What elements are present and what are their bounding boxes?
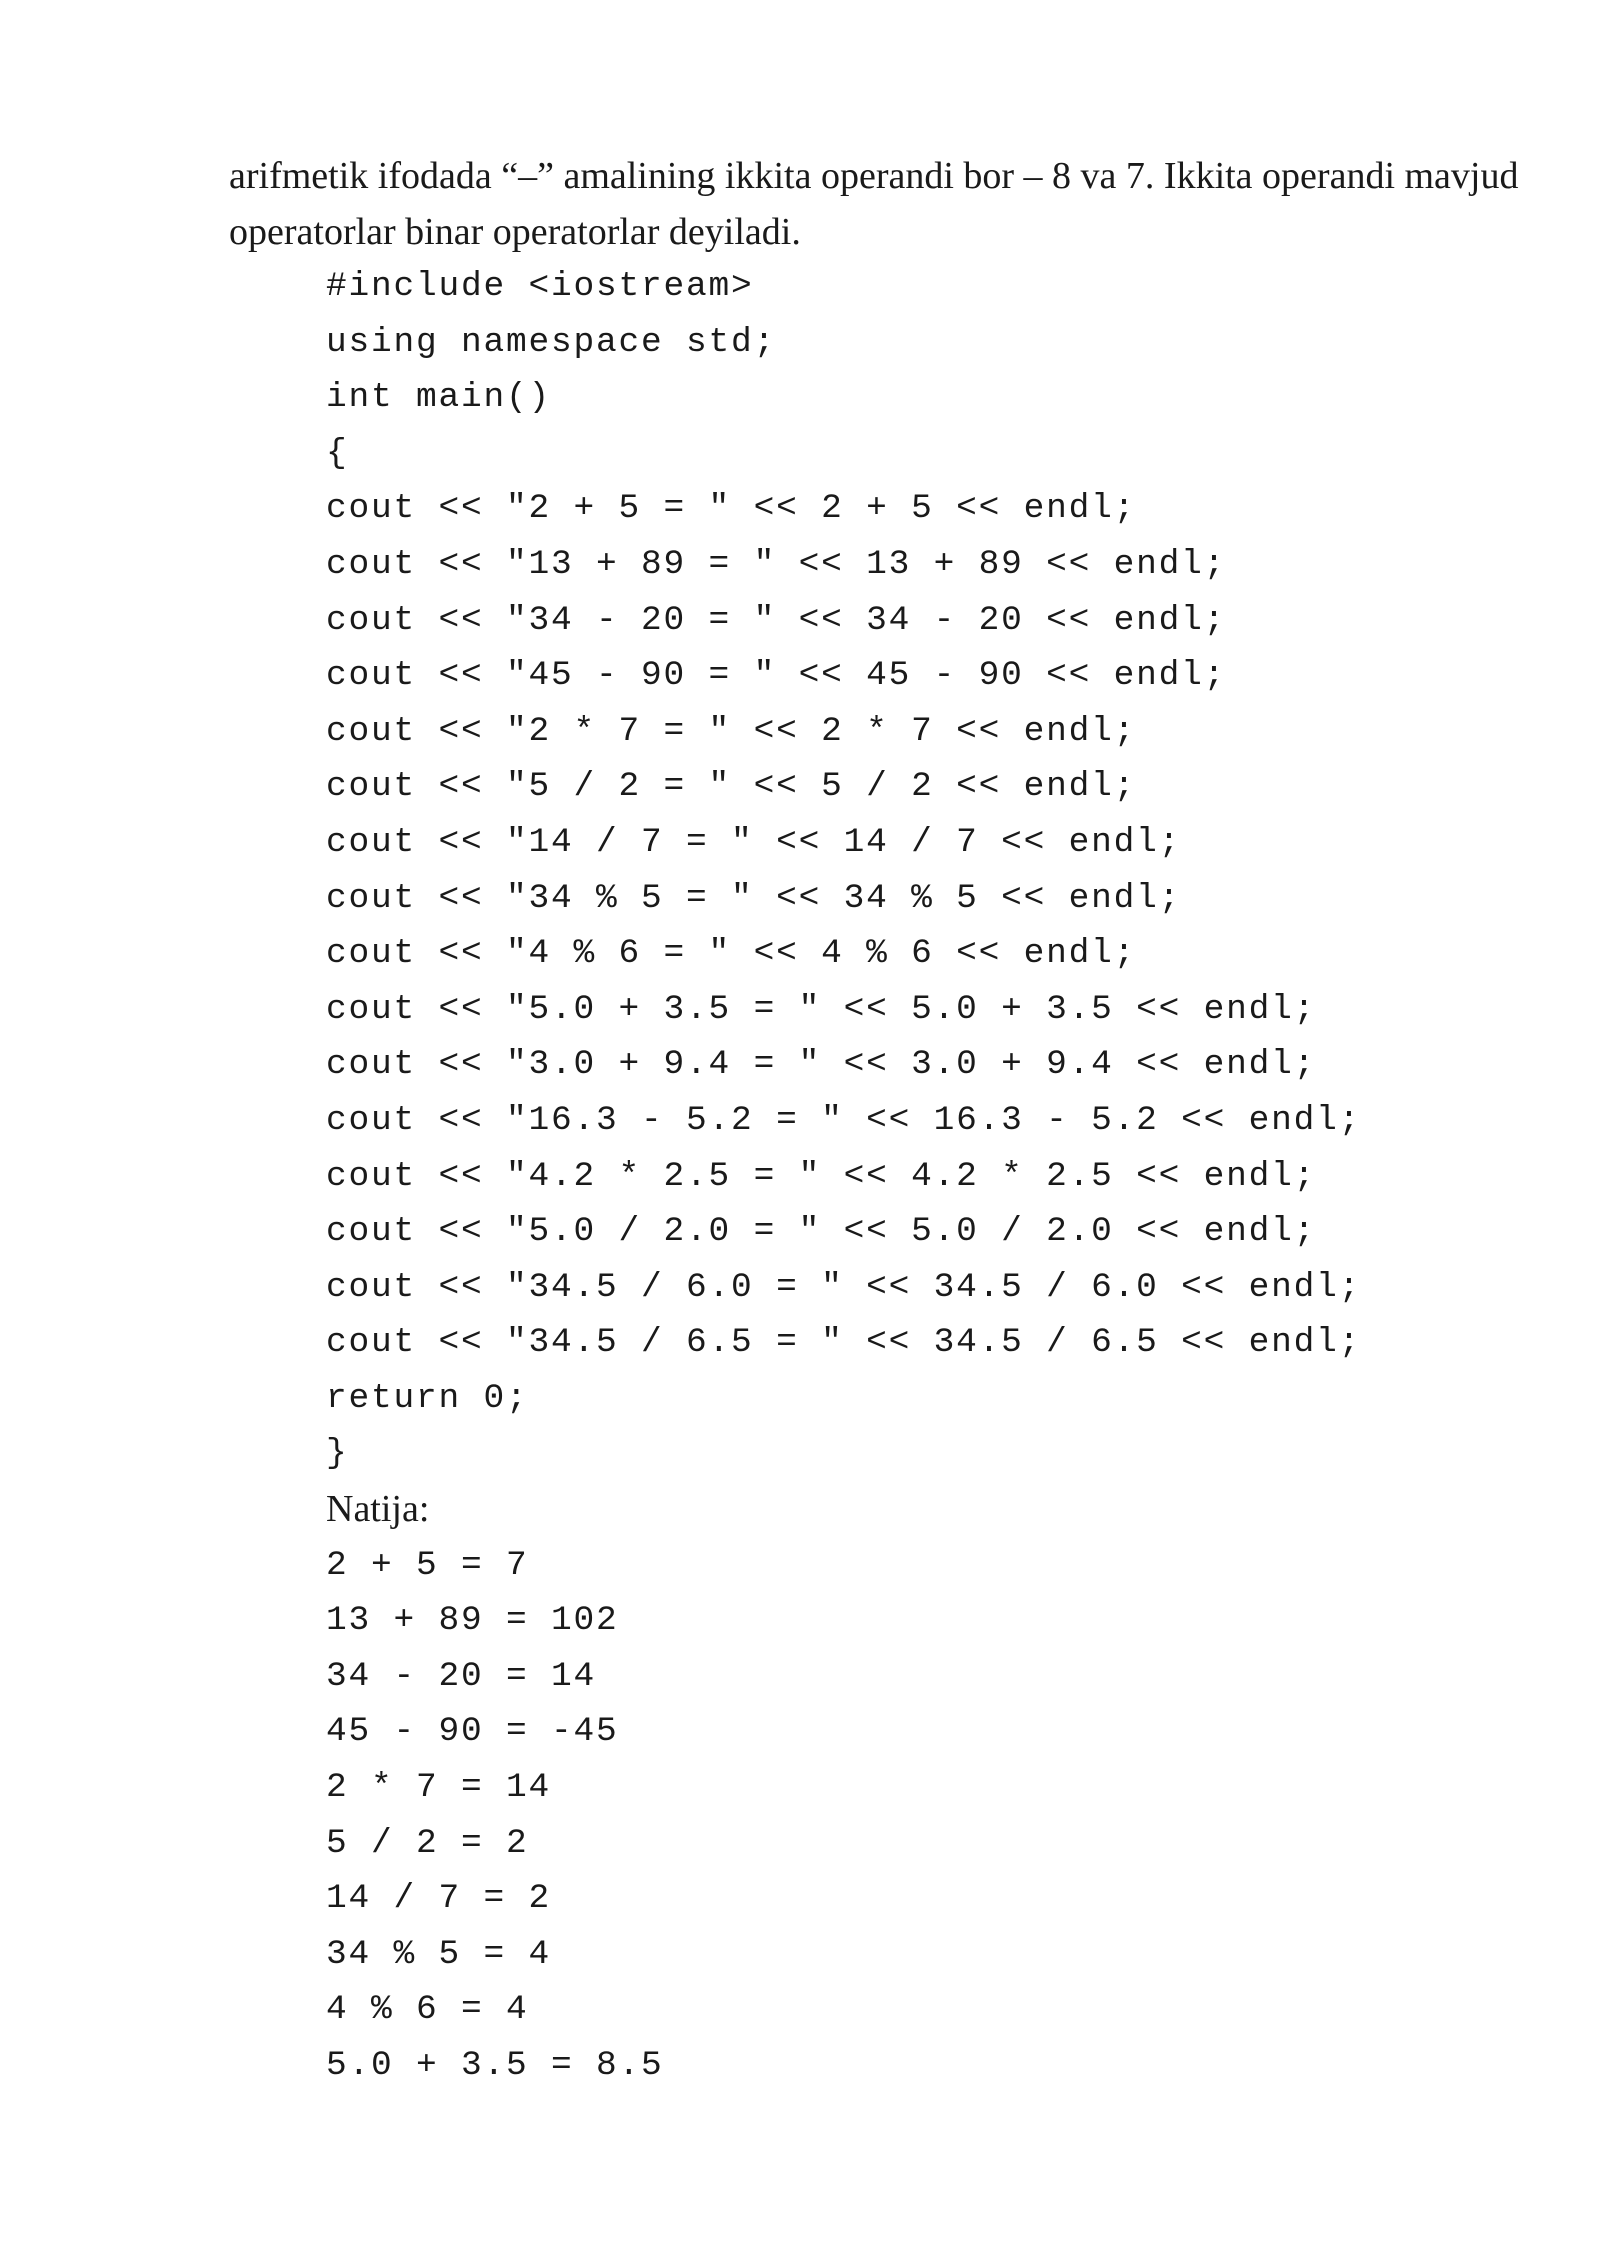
intro-paragraph	[229, 148, 1529, 260]
code-listing	[326, 259, 1361, 2094]
output-line: 2 * 7 = 14	[326, 1768, 552, 1808]
output-line: 5 / 2 = 2	[326, 1823, 529, 1863]
code-line: }	[326, 1434, 349, 1474]
output-line: 14 / 7 = 2	[326, 1879, 552, 1919]
code-line: cout << "2 * 7 = " << 2 * 7 << endl;	[326, 711, 1137, 751]
code-line: int main()	[326, 378, 552, 418]
code-line: cout << "5 / 2 = " << 5 / 2 << endl;	[326, 767, 1137, 807]
code-line: cout << "4.2 * 2.5 = " << 4.2 * 2.5 << endl;	[326, 1156, 1317, 1196]
code-line: using namespace std;	[326, 322, 777, 362]
code-line: cout << "4 % 6 = " << 4 % 6 << endl;	[326, 934, 1137, 974]
code-line: {	[326, 433, 349, 473]
output-line: 4 % 6 = 4	[326, 1990, 529, 2030]
code-line: cout << "5.0 + 3.5 = " << 5.0 + 3.5 << endl;	[326, 989, 1317, 1029]
code-line: cout << "34 - 20 = " << 34 - 20 << endl;	[326, 600, 1227, 640]
code-line: cout << "14 / 7 = " << 14 / 7 << endl;	[326, 822, 1182, 862]
code-line: cout << "34.5 / 6.0 = " << 34.5 / 6.0 << endl;	[326, 1267, 1362, 1307]
code-line: return 0;	[326, 1378, 529, 1418]
output-line: 13 + 89 = 102	[326, 1601, 619, 1641]
code-line: cout << "34 % 5 = " << 34 % 5 << endl;	[326, 878, 1182, 918]
output-line: 34 - 20 = 14	[326, 1656, 597, 1696]
output-line: 5.0 + 3.5 = 8.5	[326, 2046, 664, 2085]
code-line: #include <iostream>	[326, 267, 754, 306]
intro-line-2: operatorlar binar operatorlar deyiladi.	[229, 211, 801, 253]
code-line: cout << "16.3 - 5.2 = " << 16.3 - 5.2 << endl;	[326, 1100, 1362, 1140]
code-line: cout << "34.5 / 6.5 = " << 34.5 / 6.5 << endl;	[326, 1323, 1362, 1363]
code-line: cout << "2 + 5 = " << 2 + 5 << endl;	[326, 489, 1137, 529]
output-line: 2 + 5 = 7	[326, 1545, 529, 1585]
code-line: cout << "45 - 90 = " << 45 - 90 << endl;	[326, 656, 1227, 696]
output-line: 45 - 90 = -45	[326, 1712, 619, 1752]
code-line: cout << "3.0 + 9.4 = " << 3.0 + 9.4 << endl;	[326, 1045, 1317, 1085]
intro-line-1: arifmetik ifodada “–” amalining ikkita operandi bor – 8 va 7. Ikkita operandi mavjud	[229, 155, 1519, 197]
code-line: cout << "13 + 89 = " << 13 + 89 << endl;	[326, 544, 1227, 584]
output-line: 34 % 5 = 4	[326, 1934, 552, 1974]
code-line: cout << "5.0 / 2.0 = " << 5.0 / 2.0 << endl;	[326, 1212, 1317, 1252]
result-heading: Natija:	[326, 1488, 430, 1531]
